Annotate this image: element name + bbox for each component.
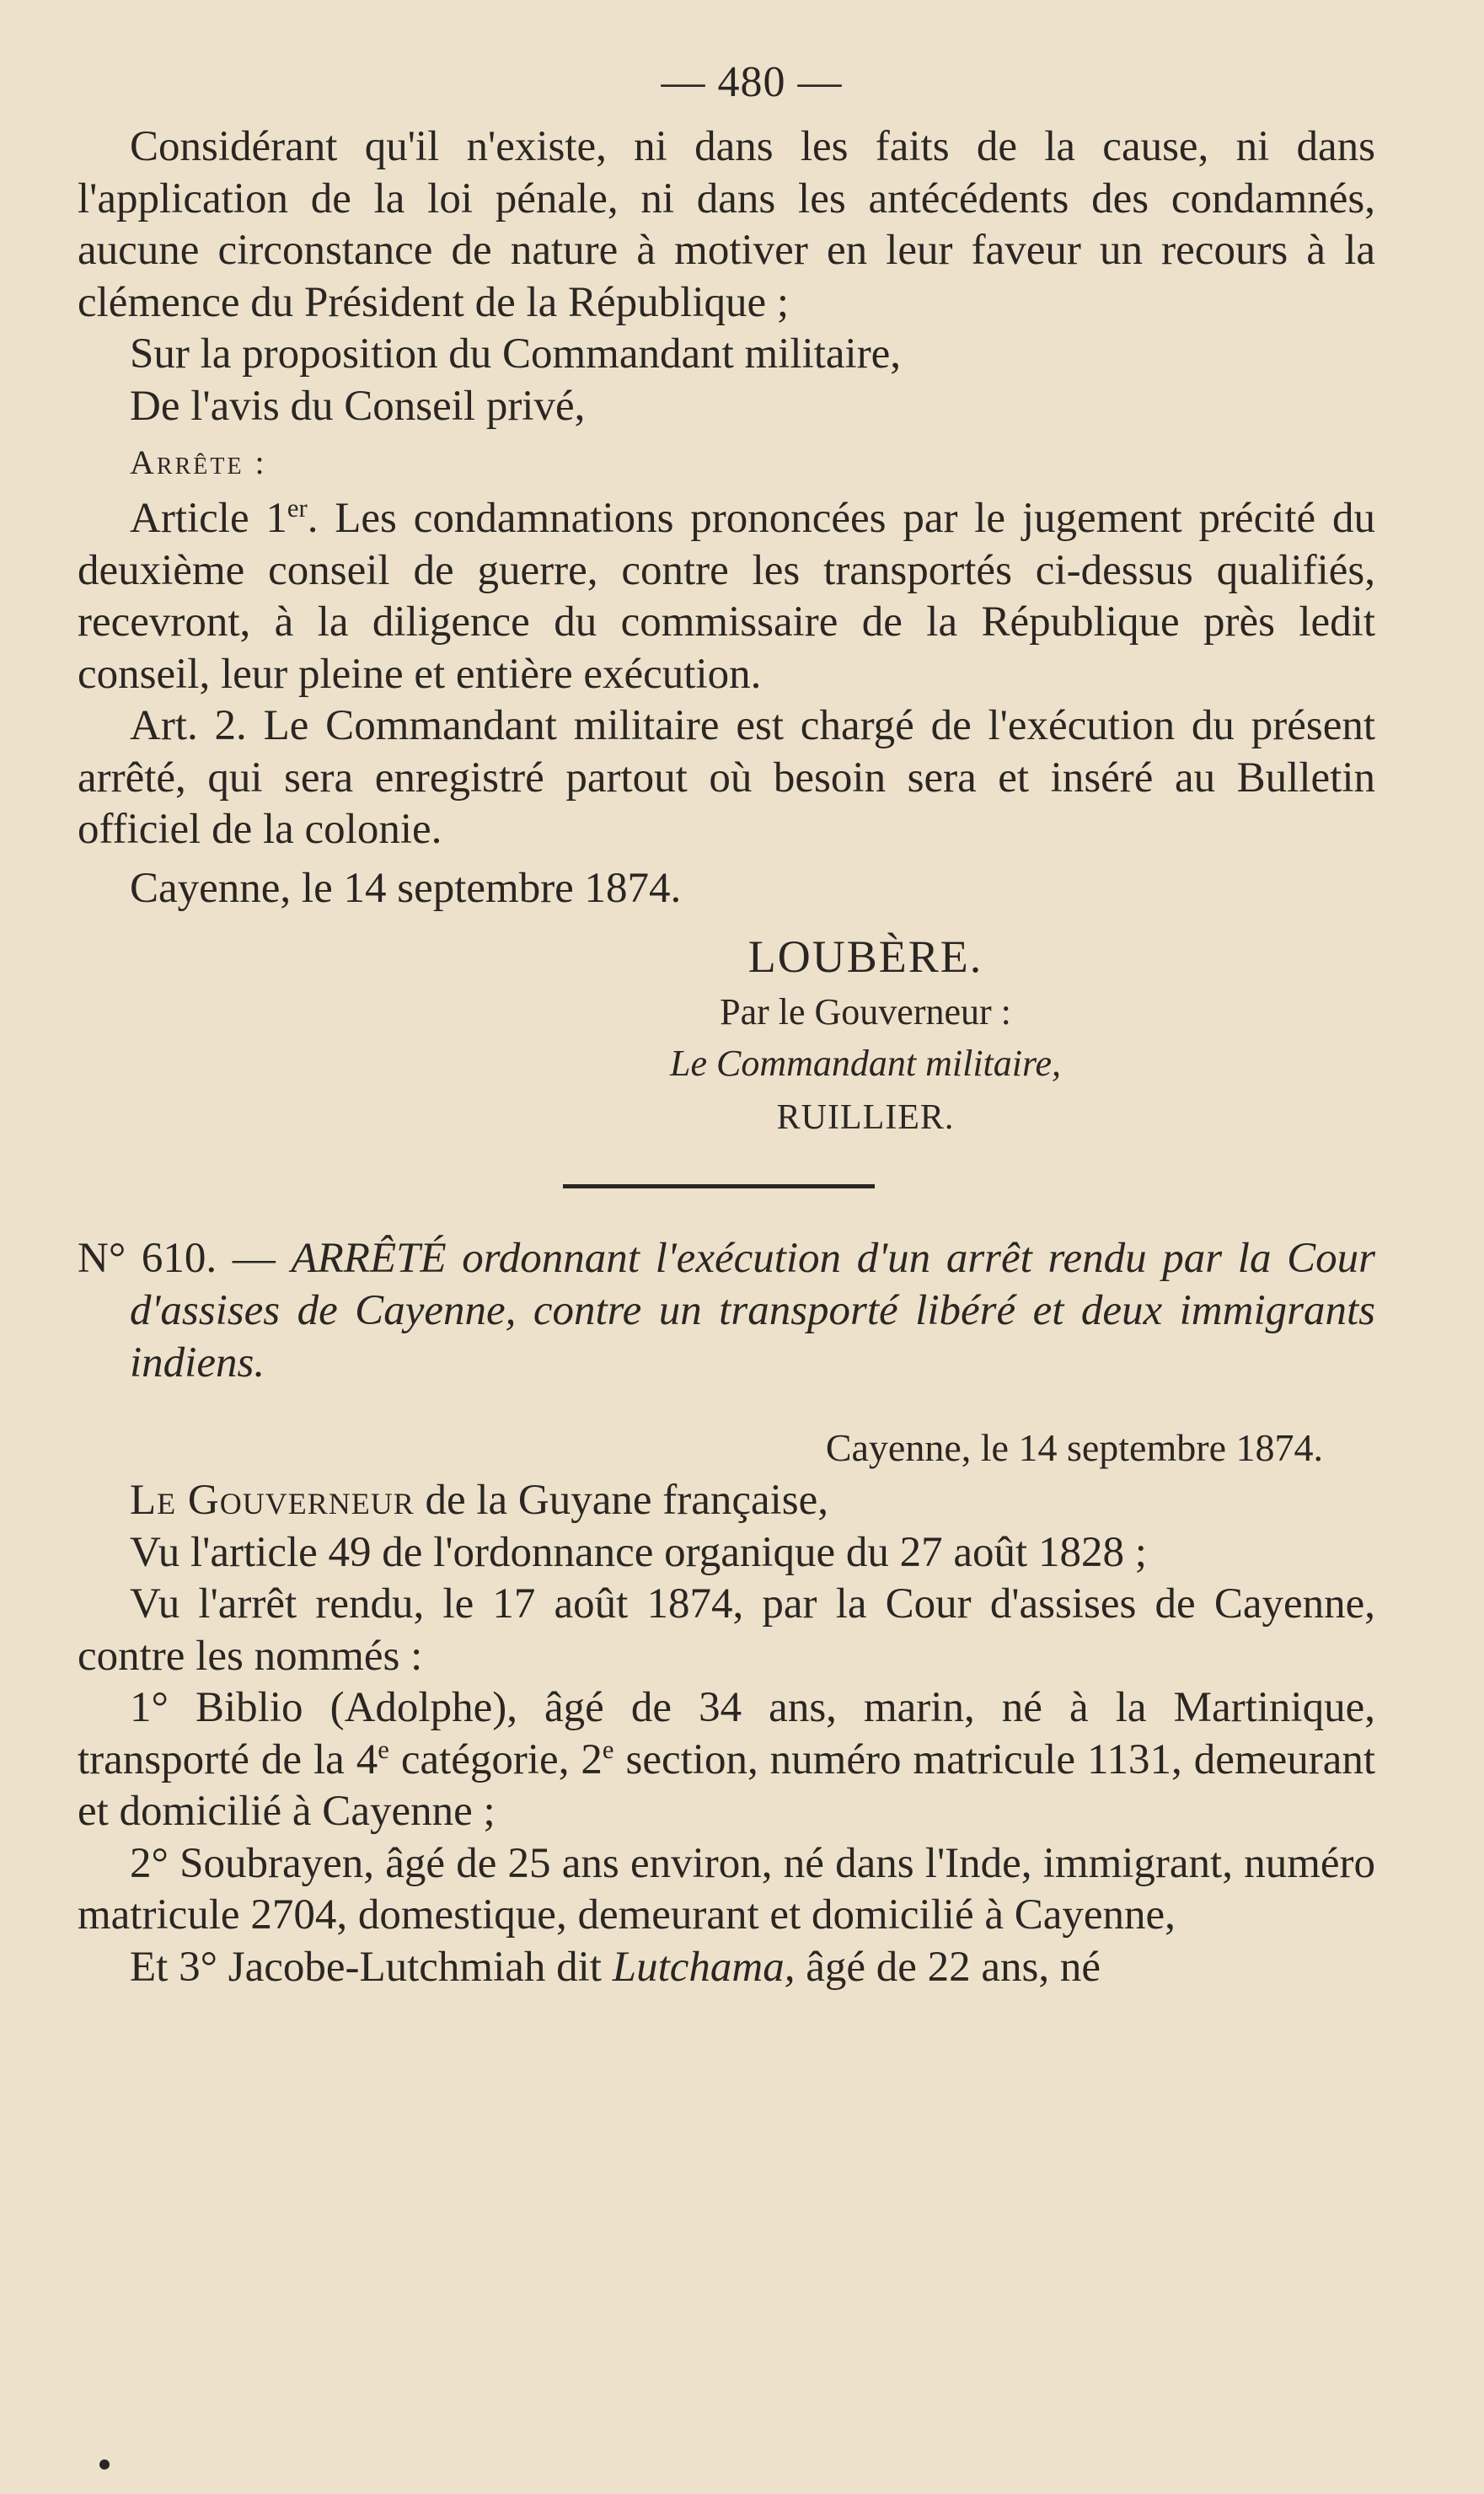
paragraph-proposition: Sur la proposition du Commandant militaire, [130, 330, 902, 378]
item-1-part-b: catégorie, 2 [388, 1735, 603, 1783]
decree-title: ARRÊTÉ ordonnant l'exécution d'un arrêt rendu par la Cour d'assises de Cayenne, contre un transporté libéré et deux immigrants indiens. [130, 1235, 1375, 1386]
page-number: — 480 — [661, 58, 843, 106]
governor-label: Le Gouverneur [130, 1477, 415, 1524]
article-1-sup: er [287, 494, 308, 523]
signature-name: LOUBÈRE. [747, 931, 983, 982]
governor-line [78, 1475, 1375, 1527]
signature-block [356, 926, 1375, 1145]
item-1-sup-2: e [602, 1735, 614, 1764]
item-1 [78, 1682, 1375, 1838]
arrete-label: Arrête : [130, 443, 267, 481]
decree-dateline: Cayenne, le 14 septembre 1874. [825, 1426, 1323, 1469]
item-1-part-a: 1° Biblio (Adolphe), âgé de 34 ans, marin, né à la Martinique, transporté de la 4 [78, 1684, 1375, 1783]
item-1-part-c: section, numéro matricule 1131, demeurant et domicilié à Cayenne ; [78, 1735, 1375, 1835]
print-mark [99, 2459, 110, 2470]
item-3-part-b: âgé de 22 ans, né [795, 1943, 1101, 1991]
decree-heading [78, 1232, 1375, 1389]
item-3-part-a: Et 3° Jacobe-Lutchmiah dit [130, 1943, 613, 1991]
decree-number: N° 610. — [78, 1235, 292, 1282]
signature-by: Par le Gouverneur : [720, 991, 1011, 1032]
item-3 [78, 1942, 1375, 1994]
item-3-alias: Lutchama, [612, 1943, 796, 1991]
place-date: Cayenne, le 14 septembre 1874. [130, 864, 682, 912]
paragraph-avis: De l'avis du Conseil privé, [130, 382, 586, 430]
article-1-prefix: Article 1 [130, 495, 287, 542]
article-1-text: . Les condamnations prononcées par le jugement précité du deuxième conseil de guerre, contre les transportés ci-dessus qualifiés, recevront, à la diligence du commissaire de la République près ledit conseil, leur pleine et entière exécution. [78, 495, 1375, 698]
signature-role: Le Commandant militaire, [669, 1043, 1062, 1084]
article-2: Art. 2. Le Commandant militaire est chargé de l'exécution du présent arrêté, qui sera enregistré partout où besoin sera et inséré au Bulletin officiel de la colonie. [78, 702, 1375, 853]
item-2: 2° Soubrayen, âgé de 25 ans environ, né dans l'Inde, immigrant, numéro matricule 2704, domestique, demeurant et domicilié à Cayenne, [78, 1839, 1375, 1939]
signature-officer: RUILLIER. [776, 1098, 955, 1137]
section-divider [563, 1184, 875, 1188]
article-1 [78, 493, 1375, 700]
vu-ordonnance: Vu l'article 49 de l'ordonnance organique du 27 août 1828 ; [130, 1528, 1147, 1576]
paragraph-considerant: Considérant qu'il n'existe, ni dans les faits de la cause, ni dans l'application de la loi pénale, ni dans les antécédents des condamnés, aucune circonstance de nature à motiver en leur faveur un recours à la clémence du Président de la République ; [78, 123, 1375, 326]
governor-rest: de la Guyane française, [414, 1477, 829, 1524]
page-content [78, 52, 1375, 1993]
vu-arret: Vu l'arrêt rendu, le 17 août 1874, par la Cour d'assises de Cayenne, contre les nommés : [78, 1580, 1375, 1680]
item-1-sup-1: e [378, 1735, 389, 1764]
